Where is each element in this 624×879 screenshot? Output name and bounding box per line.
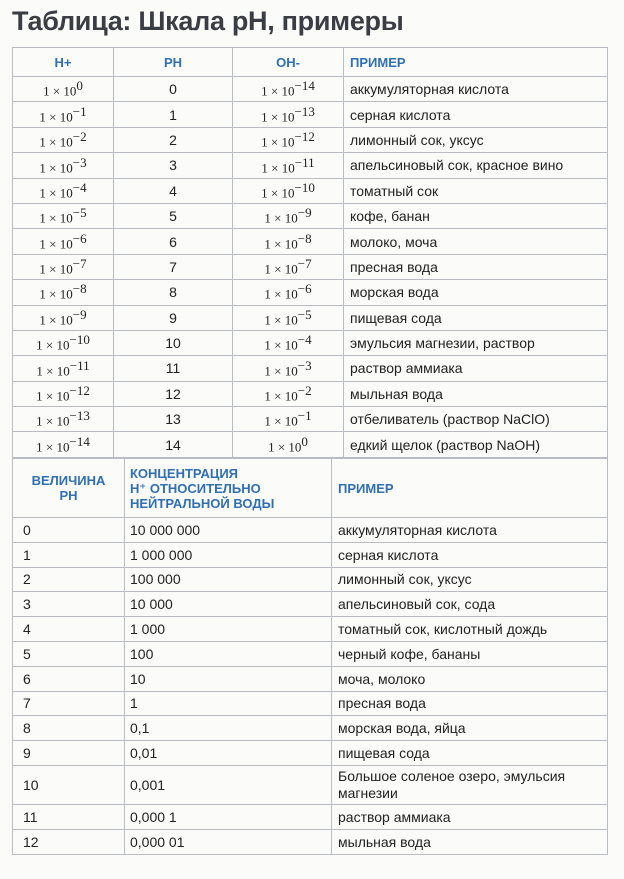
- ph-cell: 7: [114, 254, 233, 279]
- oh-exponent: −6: [297, 281, 312, 297]
- example-cell: апельсиновый сок, сода: [332, 592, 608, 617]
- ph-cell: 3: [114, 153, 233, 178]
- header-oh-minus: OH-: [233, 48, 344, 77]
- h-exponent: −5: [72, 205, 87, 221]
- oh-concentration-cell: [233, 356, 344, 381]
- ph-cell: 2: [114, 127, 233, 152]
- oh-concentration-cell: [233, 203, 344, 228]
- oh-mantissa: 1 × 10: [264, 363, 298, 379]
- ph-value-cell: 10: [13, 765, 125, 804]
- page-title: Таблица: Шкала pH, примеры: [12, 6, 404, 36]
- example-cell: моча, молоко: [332, 666, 608, 691]
- header-line: ВЕЛИЧИНА: [31, 473, 106, 488]
- oh-concentration-cell: [233, 280, 344, 305]
- relative-concentration-cell: 0,1: [125, 716, 332, 741]
- example-cell: лимонный сок, уксус: [332, 567, 608, 592]
- example-cell: черный кофе, бананы: [332, 641, 608, 666]
- ph-value-cell: 9: [13, 741, 125, 766]
- oh-exponent: −4: [297, 332, 312, 348]
- h-exponent: −11: [69, 357, 90, 373]
- table-row: [13, 592, 608, 617]
- oh-exponent: −11: [294, 154, 315, 170]
- header-h-plus: H+: [13, 48, 114, 77]
- example-cell: раствор аммиака: [344, 356, 608, 381]
- table-row: [13, 127, 608, 152]
- ph-cell: 0: [114, 77, 233, 102]
- h-exponent: −13: [69, 408, 90, 424]
- example-cell: кофе, банан: [344, 203, 608, 228]
- relative-concentration-cell: 10 000 000: [125, 518, 332, 543]
- relative-concentration-cell: 100: [125, 641, 332, 666]
- oh-mantissa: 1 × 10: [264, 312, 298, 328]
- table-row: [13, 741, 608, 766]
- ph-cell: 13: [114, 407, 233, 432]
- h-concentration-cell: [13, 356, 114, 381]
- h-exponent: −10: [69, 332, 90, 348]
- table-row: [13, 229, 608, 254]
- ph-cell: 10: [114, 330, 233, 355]
- h-mantissa: 1 × 10: [39, 109, 73, 125]
- relative-concentration-cell: 10 000: [125, 592, 332, 617]
- ph-value-cell: 2: [13, 567, 125, 592]
- ph-cell: 8: [114, 280, 233, 305]
- table-row: [13, 765, 608, 804]
- example-cell: апельсиновый сок, красное вино: [344, 153, 608, 178]
- h-exponent: −8: [72, 281, 87, 297]
- table-row: [13, 804, 608, 829]
- table-row: [13, 77, 608, 102]
- header-example: ПРИМЕР: [344, 48, 608, 77]
- table-row: [13, 254, 608, 279]
- h-mantissa: 1 × 10: [39, 185, 73, 201]
- h-exponent: −9: [72, 306, 87, 322]
- ph-cell: 9: [114, 305, 233, 330]
- h-concentration-cell: [13, 330, 114, 355]
- ph-cell: 12: [114, 381, 233, 406]
- oh-exponent: −1: [297, 408, 312, 424]
- oh-exponent: −7: [297, 256, 312, 272]
- h-concentration-cell: [13, 432, 114, 457]
- example-cell: отбеливатель (раствор NaClO): [344, 407, 608, 432]
- oh-mantissa: 1 × 10: [261, 134, 295, 150]
- oh-mantissa: 1 × 10: [261, 185, 295, 201]
- header-line: H⁺ ОТНОСИТЕЛЬНО: [130, 480, 261, 496]
- h-mantissa: 1 × 10: [39, 236, 73, 252]
- h-exponent: −2: [72, 129, 87, 145]
- example-cell: раствор аммиака: [332, 804, 608, 829]
- table-row: [13, 691, 608, 716]
- ph-value-cell: 8: [13, 716, 125, 741]
- oh-exponent: −13: [294, 103, 315, 119]
- table-row: [13, 829, 608, 854]
- h-mantissa: 1 × 10: [39, 312, 73, 328]
- header-line: НЕЙТРАЛЬНОЙ ВОДЫ: [130, 495, 275, 511]
- oh-exponent: −8: [297, 230, 312, 246]
- oh-mantissa: 1 × 10: [261, 84, 295, 100]
- table-row: [13, 666, 608, 691]
- oh-mantissa: 1 × 10: [264, 236, 298, 252]
- oh-concentration-cell: [233, 127, 344, 152]
- oh-concentration-cell: [233, 153, 344, 178]
- relative-concentration-cell: 10: [125, 666, 332, 691]
- h-concentration-cell: [13, 305, 114, 330]
- oh-concentration-cell: [233, 432, 344, 457]
- h-mantissa: 1 × 10: [43, 84, 77, 100]
- example-cell: морская вода, яйца: [332, 716, 608, 741]
- example-cell: эмульсия магнезии, раствор: [344, 330, 608, 355]
- table-row: [13, 567, 608, 592]
- oh-exponent: −5: [297, 306, 312, 322]
- example-cell: едкий щелок (раствор NaOH): [344, 432, 608, 457]
- h-concentration-cell: [13, 254, 114, 279]
- oh-exponent: −3: [297, 357, 312, 373]
- example-cell: морская вода: [344, 280, 608, 305]
- oh-concentration-cell: [233, 381, 344, 406]
- h-concentration-cell: [13, 153, 114, 178]
- relative-concentration-cell: 1 000: [125, 617, 332, 642]
- ph-value-cell: 0: [13, 518, 125, 543]
- example-cell: мыльная вода: [332, 829, 608, 854]
- table-row: [13, 518, 608, 543]
- oh-concentration-cell: [233, 102, 344, 127]
- h-mantissa: 1 × 10: [39, 261, 73, 277]
- relative-concentration-cell: 100 000: [125, 567, 332, 592]
- h-mantissa: 1 × 10: [36, 414, 70, 430]
- example-cell: мыльная вода: [344, 381, 608, 406]
- h-exponent: −14: [69, 433, 90, 449]
- header-ph-value: [13, 459, 125, 518]
- example-cell: Большое соленое озеро, эмульсия магнезии: [332, 765, 608, 804]
- h-concentration-cell: [13, 102, 114, 127]
- h-exponent: −3: [72, 154, 87, 170]
- ph-value-cell: 5: [13, 641, 125, 666]
- h-concentration-cell: [13, 381, 114, 406]
- header-ph: PH: [114, 48, 233, 77]
- ph-cell: 11: [114, 356, 233, 381]
- h-exponent: −1: [72, 103, 87, 119]
- example-cell: томатный сок: [344, 178, 608, 203]
- relative-concentration-cell: 0,01: [125, 741, 332, 766]
- example-cell: томатный сок, кислотный дождь: [332, 617, 608, 642]
- ph-value-cell: 1: [13, 542, 125, 567]
- table-row: [13, 432, 608, 457]
- h-exponent: 0: [76, 78, 83, 94]
- h-mantissa: 1 × 10: [39, 160, 73, 176]
- example-cell: пресная вода: [344, 254, 608, 279]
- table-row: [13, 153, 608, 178]
- ph-value-cell: 12: [13, 829, 125, 854]
- header-concentration: [125, 459, 332, 518]
- header-line: РН: [59, 488, 78, 503]
- h-mantissa: 1 × 10: [36, 363, 70, 379]
- table-row: [13, 178, 608, 203]
- relative-concentration-cell: 0,000 1: [125, 804, 332, 829]
- example-cell: серная кислота: [332, 542, 608, 567]
- oh-concentration-cell: [233, 229, 344, 254]
- example-cell: пищевая сода: [344, 305, 608, 330]
- table-row: [13, 305, 608, 330]
- oh-mantissa: 1 × 10: [264, 210, 298, 226]
- table-row: [13, 102, 608, 127]
- table-header-row: [13, 48, 608, 77]
- oh-concentration-cell: [233, 77, 344, 102]
- oh-mantissa: 1 × 10: [264, 414, 298, 430]
- h-exponent: −6: [72, 230, 87, 246]
- concentration-table: [12, 458, 608, 855]
- oh-exponent: −2: [297, 383, 312, 399]
- table-row: [13, 330, 608, 355]
- relative-concentration-cell: 0,000 01: [125, 829, 332, 854]
- h-concentration-cell: [13, 229, 114, 254]
- oh-exponent: −9: [297, 205, 312, 221]
- h-mantissa: 1 × 10: [39, 134, 73, 150]
- table-row: [13, 641, 608, 666]
- h-mantissa: 1 × 10: [36, 337, 70, 353]
- oh-exponent: 0: [301, 433, 308, 449]
- header-line: ПРИМЕР: [338, 480, 394, 496]
- header-line: КОНЦЕНТРАЦИЯ: [130, 465, 239, 481]
- table-row: [13, 716, 608, 741]
- ph-cell: 1: [114, 102, 233, 127]
- example-cell: аккумуляторная кислота: [332, 518, 608, 543]
- oh-concentration-cell: [233, 330, 344, 355]
- example-cell: аккумуляторная кислота: [344, 77, 608, 102]
- oh-mantissa: 1 × 10: [268, 439, 302, 455]
- oh-concentration-cell: [233, 178, 344, 203]
- ph-value-cell: 3: [13, 592, 125, 617]
- h-concentration-cell: [13, 407, 114, 432]
- h-exponent: −12: [69, 383, 90, 399]
- ph-value-cell: 7: [13, 691, 125, 716]
- oh-concentration-cell: [233, 254, 344, 279]
- table-row: [13, 381, 608, 406]
- h-mantissa: 1 × 10: [36, 439, 70, 455]
- example-cell: серная кислота: [344, 102, 608, 127]
- oh-exponent: −10: [294, 179, 315, 195]
- oh-concentration-cell: [233, 407, 344, 432]
- table-row: [13, 203, 608, 228]
- example-cell: молоко, моча: [344, 229, 608, 254]
- ph-value-cell: 11: [13, 804, 125, 829]
- example-cell: пищевая сода: [332, 741, 608, 766]
- table-row: [13, 280, 608, 305]
- h-concentration-cell: [13, 127, 114, 152]
- oh-mantissa: 1 × 10: [264, 261, 298, 277]
- table-row: [13, 407, 608, 432]
- ph-cell: 6: [114, 229, 233, 254]
- oh-mantissa: 1 × 10: [261, 160, 295, 176]
- oh-mantissa: 1 × 10: [261, 109, 295, 125]
- h-concentration-cell: [13, 178, 114, 203]
- ph-cell: 5: [114, 203, 233, 228]
- table-row: [13, 542, 608, 567]
- h-concentration-cell: [13, 77, 114, 102]
- oh-concentration-cell: [233, 305, 344, 330]
- h-mantissa: 1 × 10: [39, 287, 73, 303]
- ph-value-cell: 4: [13, 617, 125, 642]
- table-row: [13, 617, 608, 642]
- ph-scale-table: [12, 47, 608, 458]
- header-example: [332, 459, 608, 518]
- example-cell: лимонный сок, уксус: [344, 127, 608, 152]
- oh-mantissa: 1 × 10: [264, 388, 298, 404]
- table-header-row: [13, 459, 608, 518]
- h-mantissa: 1 × 10: [36, 388, 70, 404]
- relative-concentration-cell: 1: [125, 691, 332, 716]
- oh-mantissa: 1 × 10: [264, 337, 298, 353]
- example-cell: пресная вода: [332, 691, 608, 716]
- ph-cell: 4: [114, 178, 233, 203]
- ph-value-cell: 6: [13, 666, 125, 691]
- h-exponent: −4: [72, 179, 87, 195]
- relative-concentration-cell: 1 000 000: [125, 542, 332, 567]
- oh-mantissa: 1 × 10: [264, 287, 298, 303]
- oh-exponent: −14: [294, 78, 315, 94]
- ph-cell: 14: [114, 432, 233, 457]
- oh-exponent: −12: [294, 129, 315, 145]
- h-concentration-cell: [13, 280, 114, 305]
- h-mantissa: 1 × 10: [39, 210, 73, 226]
- h-concentration-cell: [13, 203, 114, 228]
- table-row: [13, 356, 608, 381]
- h-exponent: −7: [72, 256, 87, 272]
- relative-concentration-cell: 0,001: [125, 765, 332, 804]
